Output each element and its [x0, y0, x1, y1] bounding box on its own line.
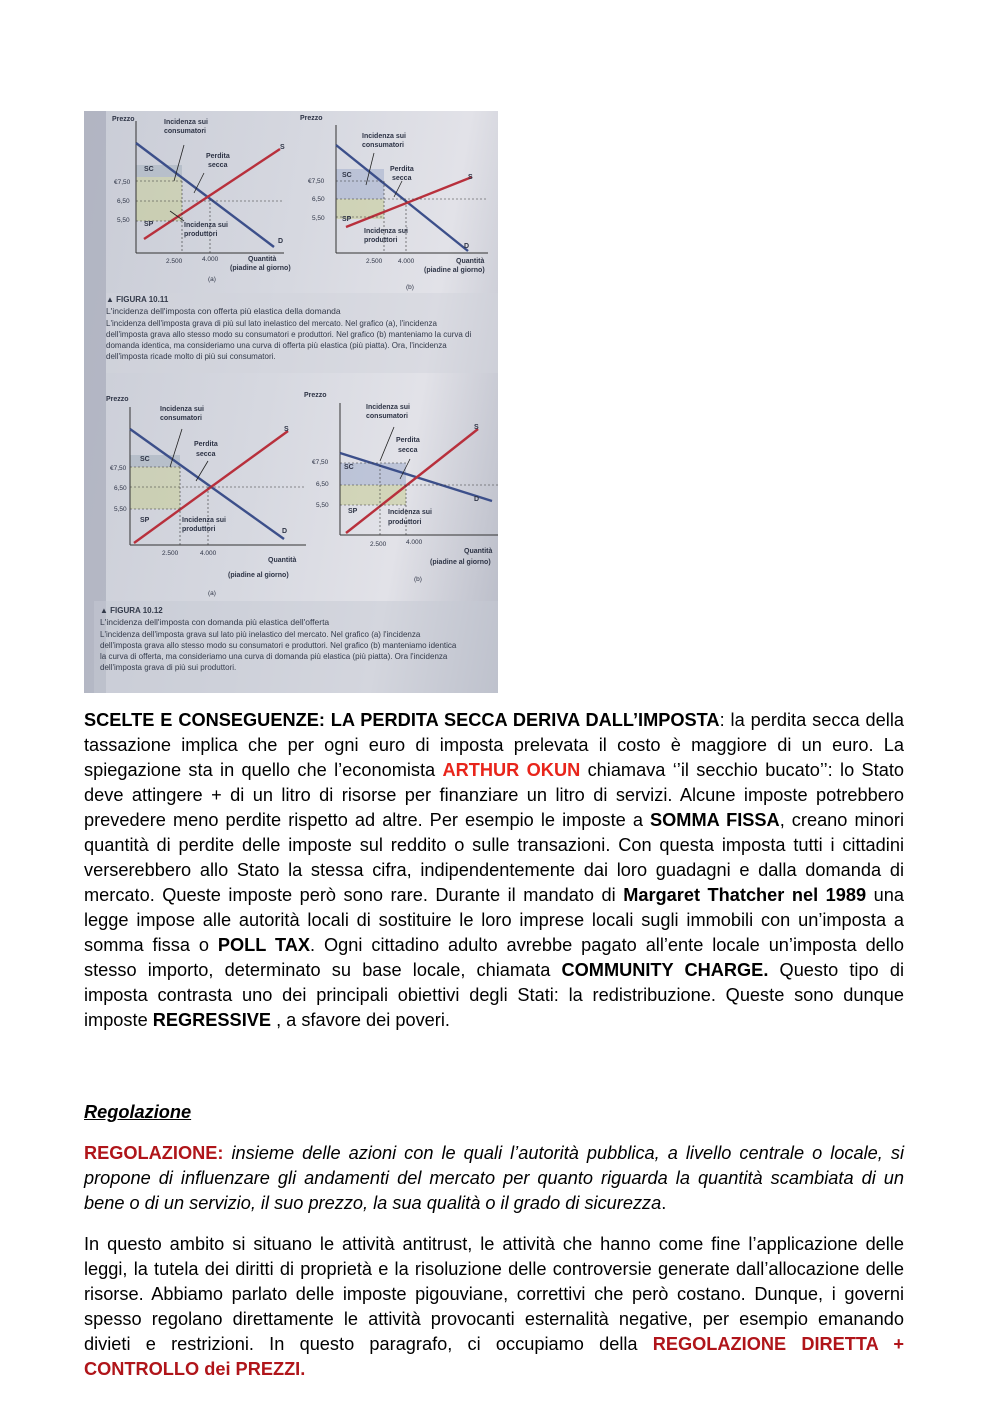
- svg-text:Perdita: Perdita: [390, 166, 414, 173]
- svg-text:consumatori: consumatori: [362, 142, 405, 149]
- fig12-label: ▲ FIGURA 10.12: [100, 606, 163, 615]
- svg-text:Prezzo: Prezzo: [300, 115, 323, 122]
- svg-text:Perdita: Perdita: [396, 437, 420, 444]
- svg-text:produttori: produttori: [182, 526, 216, 533]
- svg-text:secca: secca: [208, 162, 228, 169]
- term-regolazione-diretta: REGOLAZIONE DIRETTA + CONTROLLO dei PREZZI.: [84, 1334, 904, 1379]
- svg-text:5,50: 5,50: [114, 506, 127, 513]
- svg-text:consumatori: consumatori: [160, 415, 203, 422]
- svg-text:(b): (b): [406, 284, 414, 291]
- svg-text:Incidenza sui: Incidenza sui: [366, 404, 410, 411]
- svg-text:2.500: 2.500: [370, 541, 387, 548]
- svg-text:D: D: [474, 496, 480, 503]
- svg-text:secca: secca: [196, 451, 216, 458]
- svg-text:Incidenza sui: Incidenza sui: [184, 222, 228, 229]
- svg-text:6,50: 6,50: [114, 485, 127, 492]
- svg-text:4.000: 4.000: [200, 550, 217, 557]
- svg-text:Incidenza sui: Incidenza sui: [182, 517, 226, 524]
- svg-text:SC: SC: [344, 464, 354, 471]
- svg-text:Prezzo: Prezzo: [106, 396, 129, 403]
- svg-text:SC: SC: [144, 166, 154, 173]
- svg-text:4.000: 4.000: [406, 539, 423, 546]
- svg-text:Perdita: Perdita: [206, 153, 230, 160]
- term-poll-tax: POLL TAX: [217, 935, 311, 955]
- svg-text:6,50: 6,50: [312, 196, 325, 203]
- svg-text:S: S: [280, 144, 285, 151]
- paragraph-lead: SCELTE E CONSEGUENZE: LA PERDITA SECCA DERIVA DALL’IMPOSTA: [84, 710, 720, 730]
- svg-text:Incidenza sui: Incidenza sui: [160, 406, 204, 413]
- svg-text:Quantità: Quantità: [456, 258, 485, 265]
- svg-text:SP: SP: [342, 216, 352, 223]
- svg-text:secca: secca: [398, 447, 418, 454]
- svg-text:D: D: [464, 243, 470, 250]
- textbook-photo: [84, 111, 498, 693]
- svg-text:2.500: 2.500: [366, 258, 383, 265]
- svg-text:€7,50: €7,50: [312, 459, 329, 466]
- svg-text:Quantità: Quantità: [464, 548, 493, 555]
- svg-text:produttori: produttori: [388, 519, 422, 526]
- fig11-caption-body: L'incidenza dell'imposta grava di più sul lato inelastico del mercato. Nel grafico (a), l'incidenza dell'imposta grava allo stesso modo su consumatori e produttori. Nel grafico (b) manteniamo la curva di domanda identica, ma consideriamo una curva di offerta più elastica (più piatta). Ora, l'incidenza dell'imposta ricade molto di più sui consumatori.: [106, 319, 472, 361]
- term-thatcher: Margaret Thatcher nel 1989: [623, 885, 867, 905]
- svg-text:5,50: 5,50: [316, 502, 329, 509]
- paragraph-deadweight-loss: SCELTE E CONSEGUENZE: LA PERDITA SECCA DERIVA DALL’IMPOSTA: la perdita secca della tassazione implica che per ogni euro di imposta prelevata il costo è maggiore di un euro. La spiegazione sta in quello che l’economista ARTHUR OKUN chiamava ‘’il secchio bucato’’: lo Stato deve attingere + di un litro di risorse per finanziare un litro di servizi. Alcune imposte potrebbero prevedere meno perdite rispetto ad altre. Per esempio le imposte a SOMMA FISSA, creano minori quantità di perdite delle imposte sul reddito o sulle transazioni. Con questa imposta tutti i cittadini verserebbero allo Stato la stessa cifra, indipendentemente dai loro guadagni e dalla domanda di mercato. Queste imposte però sono rare. Durante il mandato di Margaret Thatcher nel 1989 una legge impose alle autorità locali di sostituire le loro imprese locali sugli immobili con un’imposta a somma fissa o POLL TAX. Ogni cittadino adulto avrebbe pagato all’ente locale un’imposta dello stesso importo, determinato su base locale, chiamata COMMUNITY CHARGE. Questo tipo di imposta contrasta uno dei principali obiettivi degli Stati: la redistribuzione. Queste sono dunque imposte REGRESSIVE , a sfavore dei poveri.: [84, 710, 905, 1030]
- svg-text:Quantità: Quantità: [268, 557, 297, 564]
- svg-text:Incidenza sui: Incidenza sui: [388, 509, 432, 516]
- term-community-charge: COMMUNITY CHARGE.: [561, 960, 769, 980]
- paragraph-definition: REGOLAZIONE: insieme delle azioni con le quali l’autorità pubblica, a livello centrale o locale, si propone di influenzare gli andamenti del mercato per quanto riguarda la quantità scambiata di un bene o di un servizio, il suo prezzo, la sua qualità o il grado di sicurezza.: [84, 1143, 904, 1213]
- svg-text:S: S: [468, 174, 473, 181]
- svg-text:€7,50: €7,50: [114, 179, 131, 186]
- svg-text:5,50: 5,50: [117, 217, 130, 224]
- svg-text:SP: SP: [144, 221, 154, 228]
- svg-text:6,50: 6,50: [316, 481, 329, 488]
- svg-text:2.500: 2.500: [166, 258, 183, 265]
- fig12-caption-body: L'incidenza dell'imposta grava sul lato più inelastico del mercato. Nel grafico (a) l'incidenza dell'imposta grava allo stesso modo su consumatori e produttori. Nel grafico (b) manteniamo identica la curva di offerta, ma consideriamo una curva di domanda più elastica (più piatta). Ora l'incidenza dell'imposta grava di più sui produttori.: [100, 630, 457, 672]
- name-arthur-okun: ARTHUR OKUN: [442, 760, 581, 780]
- fig11-panel-a: [112, 116, 291, 283]
- fig11-caption-title: L'incidenza dell'imposta con offerta più elastica della domanda: [106, 306, 341, 316]
- fig11-panel-b: [300, 115, 488, 291]
- svg-text:(piadine al giorno): (piadine al giorno): [230, 265, 291, 272]
- term-somma-fissa: SOMMA FISSA: [650, 810, 780, 830]
- svg-text:Prezzo: Prezzo: [304, 392, 327, 399]
- svg-text:€7,50: €7,50: [308, 178, 325, 185]
- svg-text:4.000: 4.000: [202, 256, 219, 263]
- fig12-panel-a: [106, 396, 306, 597]
- svg-text:D: D: [282, 528, 288, 535]
- svg-text:2.500: 2.500: [162, 550, 179, 557]
- svg-text:SC: SC: [140, 456, 150, 463]
- svg-text:(piadine al giorno): (piadine al giorno): [430, 559, 491, 566]
- svg-text:S: S: [474, 424, 479, 431]
- svg-text:4.000: 4.000: [398, 258, 415, 265]
- svg-text:€7,50: €7,50: [110, 465, 127, 472]
- svg-text:Incidenza sui: Incidenza sui: [164, 119, 208, 126]
- svg-text:(b): (b): [414, 576, 422, 583]
- svg-text:(a): (a): [208, 276, 216, 283]
- svg-text:Perdita: Perdita: [194, 441, 218, 448]
- svg-text:(piadine al giorno): (piadine al giorno): [228, 572, 289, 579]
- svg-text:(a): (a): [208, 590, 216, 597]
- svg-text:secca: secca: [392, 175, 412, 182]
- svg-text:SC: SC: [342, 172, 352, 179]
- svg-text:Quantità: Quantità: [248, 256, 277, 263]
- svg-text:consumatori: consumatori: [366, 413, 409, 420]
- paragraph-regulation: In questo ambito si situano le attività antitrust, le attività che hanno come fine l’applicazione delle leggi, la tutela dei diritti di proprietà e la risoluzione delle controversie generate dall’allocazione delle risorse. Abbiamo parlato delle imposte pigouviane, correttivi che però costano. Dunque, i governi spesso regolano direttamente le attività provocanti esternalità negative, per esempio emanando divieti e restrizioni. In questo paragrafo, ci occupiamo della REGOLAZIONE DIRETTA + CONTROLLO dei PREZZI.: [84, 1234, 904, 1379]
- svg-text:SP: SP: [348, 508, 358, 515]
- svg-text:(piadine al giorno): (piadine al giorno): [424, 267, 485, 274]
- fig12-panel-b: [304, 392, 498, 583]
- svg-text:Incidenza sui: Incidenza sui: [364, 228, 408, 235]
- svg-text:6,50: 6,50: [117, 198, 130, 205]
- svg-text:5,50: 5,50: [312, 215, 325, 222]
- fig12-caption-title: L'incidenza dell'imposta con domanda più elastica dell'offerta: [100, 617, 330, 627]
- term-regressive: REGRESSIVE: [152, 1010, 272, 1030]
- svg-text:consumatori: consumatori: [164, 128, 207, 135]
- svg-text:SP: SP: [140, 517, 150, 524]
- section-heading: Regolazione: [84, 1102, 192, 1122]
- svg-text:S: S: [284, 426, 289, 433]
- svg-text:produttori: produttori: [364, 237, 398, 244]
- svg-text:Incidenza sui: Incidenza sui: [362, 133, 406, 140]
- term-regolazione: REGOLAZIONE:: [84, 1143, 224, 1163]
- svg-text:Prezzo: Prezzo: [112, 116, 135, 123]
- fig11-label: ▲ FIGURA 10.11: [106, 295, 169, 304]
- svg-text:D: D: [278, 238, 284, 245]
- svg-text:produttori: produttori: [184, 231, 218, 238]
